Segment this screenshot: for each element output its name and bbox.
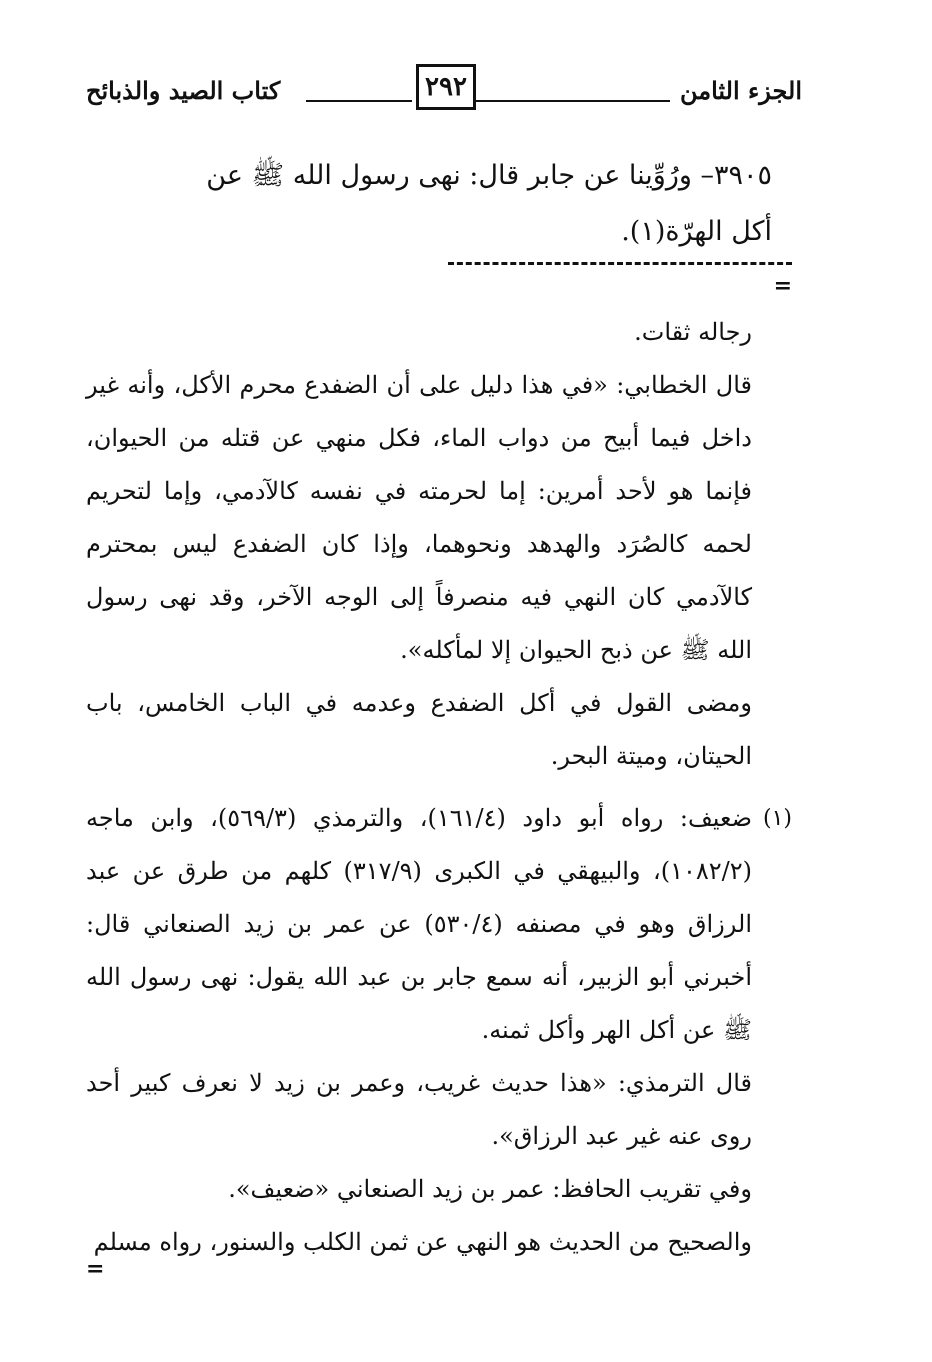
continuation-mark-footnote: = [86, 1256, 105, 1282]
running-header [86, 64, 802, 116]
hadith-text-line-2: أكل الهرّة(١). [621, 216, 772, 247]
footnote-paragraph-sahih: والصحيح من الحديث هو النهي عن ثمن الكلب والسنور، رواه مسلم [93, 1228, 752, 1256]
header-book-title: كتاب الصيد والذبائح [86, 76, 281, 105]
page-number: ٢٩٢ [425, 72, 467, 102]
commentary-paragraph-1: رجاله ثقات. [634, 318, 752, 346]
page-number-box [416, 64, 476, 110]
footnote-paragraph-tirmidhi: قال الترمذي: «هذا حديث غريب، وعمر بن زيد لا نعرف كبير أحد روى عنه غير عبد الرزاق». [86, 1069, 752, 1150]
commentary-paragraph-2: قال الخطابي: «في هذا دليل على أن الضفدع محرم الأكل، وأنه غير داخل فيما أبيح من دواب الماء، فكل منهي عن قتله من الحيوان، فإنما هو لأحد أمرين: إما لحرمته في نفسه كالآدمي، وإما لتحريم لحمه كالصُرَد والهدهد ونحوهما، وإذا كان الضفدع ليس بمحترم كالآدمي كان النهي فيه منصرفاً إلى الوجه الآخر، وقد نهى رسول الله ﷺ عن ذبح الحيوان إلا لمأكله». [86, 371, 752, 664]
header-rule-left [306, 100, 412, 102]
footnote-marker: (١) [762, 806, 792, 831]
commentary [86, 306, 752, 783]
hadith-text-line-1: ٣٩٠٥– ورُوِّينا عن جابر قال: نهى رسول الله ﷺ عن [206, 160, 772, 191]
header-part-label: الجزء الثامن [679, 76, 802, 105]
footnote-1 [86, 792, 792, 1057]
commentary-paragraph-3: ومضى القول في أكل الضفدع وعدمه في الباب الخامس، باب الحيتان، وميتة البحر. [86, 689, 752, 770]
footnotes [86, 792, 792, 1269]
footnote-1-text: ضعيف: رواه أبو داود (١٦١/٤)، والترمذي (٥٦٩/٣)، وابن ماجه (١٠٨٢/٢)، والبيهقي في الكبرى (٣١٧/٩) كلهم من طرق عن عبد الرزاق وهو في مصنفه (٥٣٠/٤) عن عمر بن زيد الصنعاني قال: أخبرني أبو الزبير، أنه سمع جابر بن عبد الله يقول: نهى رسول الله ﷺ عن أكل الهر وأكل ثمنه. [86, 804, 752, 1044]
hadith-separator [448, 262, 792, 265]
header-rule-right [476, 100, 670, 102]
continuation-mark: = [773, 273, 792, 299]
footnote-paragraph-taqrib: وفي تقريب الحافظ: عمر بن زيد الصنعاني «ضعيف». [228, 1175, 752, 1203]
